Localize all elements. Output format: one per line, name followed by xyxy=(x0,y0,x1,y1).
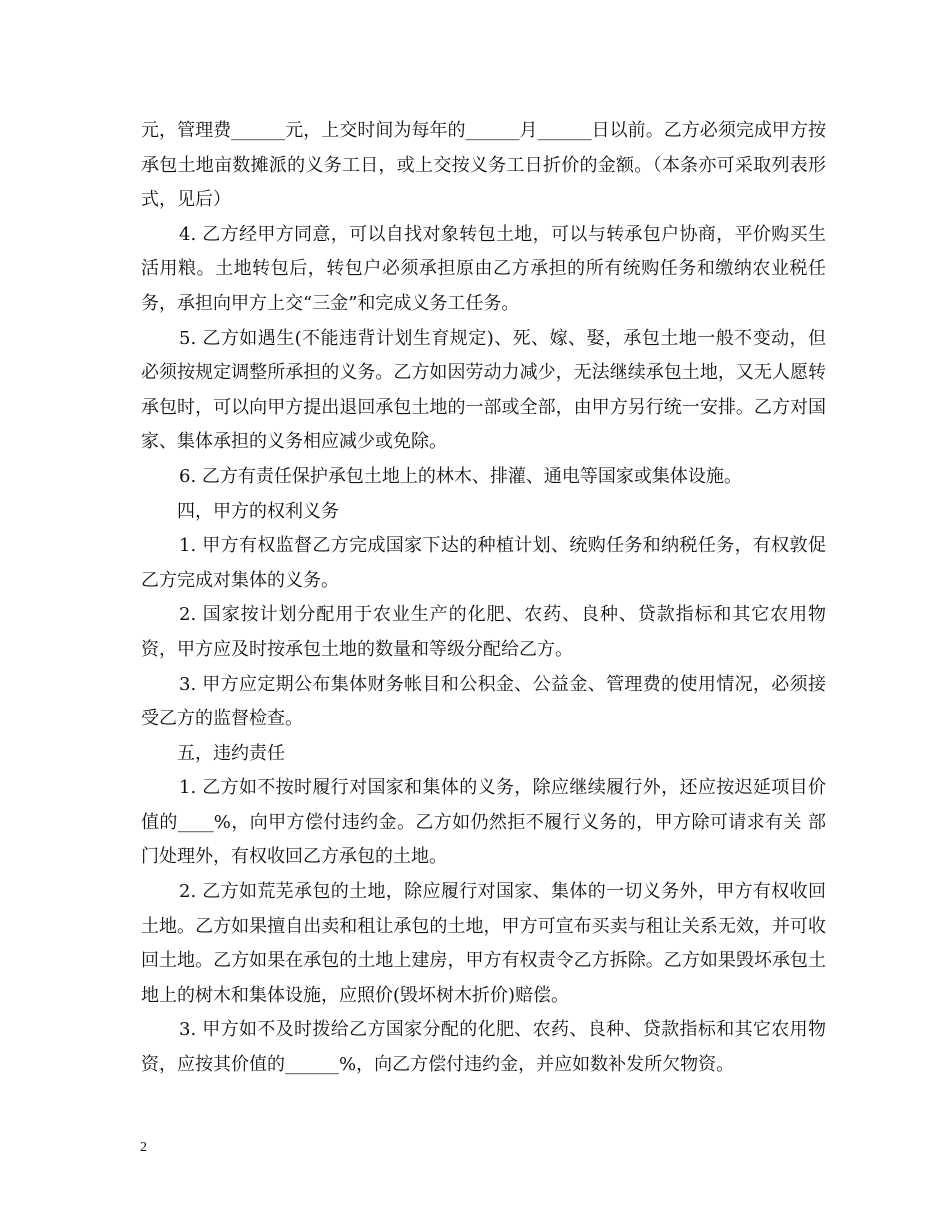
paragraph-clause-5-3: 3. 甲方如不及时拨给乙方国家分配的化肥、农药、良种、贷款指标和其它农用物资，应按其价值的______%，向乙方偿付违约金，并应如数补发所欠物资。 xyxy=(141,1019,826,1076)
paragraph-clause-3-4: 4. 乙方经甲方同意，可以自找对象转包土地，可以与转承包户协商，平价购买生活用粮。土地转包后，转包户必须承担原由乙方承担的所有统购任务和缴纳农业税任务，承担向甲方上交“三金”和完成义务工任务。 xyxy=(141,223,826,314)
paragraph-clause-4-1: 1. 甲方有权监督乙方完成国家下达的种植计划、统购任务和纳税任务，有权敦促乙方完成对集体的义务。 xyxy=(141,535,826,591)
paragraph-clause-3-5: 5. 乙方如遇生(不能违背计划生育规定)、死、嫁、娶，承包土地一般不变动，但必须按规定调整所承担的义务。乙方如因劳动力减少，无法继续承包土地，又无人愿转承包时，可以向甲方提出退回承包土地的一部或全部，由甲方另行统一安排。乙方对国家、集体承担的义务相应减少或免除。 xyxy=(141,327,826,453)
paragraph-clause-5-1: 1. 乙方如不按时履行对国家和集体的义务，除应继续履行外，还应按迟延项目价值的____%，向甲方偿付违约金。乙方如仍然拒不履行义务的，甲方除可请求有关 部门处理外，有权收回乙方承包的土地。 xyxy=(141,777,826,868)
paragraph-clause-5-2: 2. 乙方如荒芜承包的土地，除应履行对国家、集体的一切义务外，甲方有权收回土地。乙方如果擅自出卖和租让承包的土地，甲方可宣布买卖与租让关系无效，并可收回土地。乙方如果在承包的土地上建房，甲方有权责令乙方拆除。乙方如果毁坏承包土地上的树木和集体设施，应照价(毁坏树木折价)赔偿。 xyxy=(141,881,826,1006)
paragraph-clause-4-2: 2. 国家按计划分配用于农业生产的化肥、农药、良种、贷款指标和其它农用物资，甲方应及时按承包土地的数量和等级分配给乙方。 xyxy=(141,604,826,660)
paragraph-clause-4-3: 3. 甲方应定期公布集体财务帐目和公积金、公益金、管理费的使用情况，必须接受乙方的监督检查。 xyxy=(141,673,826,730)
paragraph-continuation: 元，管理费______元，上交时间为每年的______月______日以前。乙方必须完成甲方按承包土地亩数摊派的义务工日，或上交按义务工日折价的金额。（本条亦可采取列表形式，见后） xyxy=(141,120,826,211)
section-heading-5: 五，违约责任 xyxy=(177,742,285,764)
document-body xyxy=(141,114,826,1083)
page-number: 2 xyxy=(140,1140,147,1155)
section-heading-4: 四，甲方的权利义务 xyxy=(177,500,339,522)
paragraph-clause-3-6: 6. 乙方有责任保护承包土地上的林木、排灌、通电等国家或集体设施。 xyxy=(179,465,742,487)
